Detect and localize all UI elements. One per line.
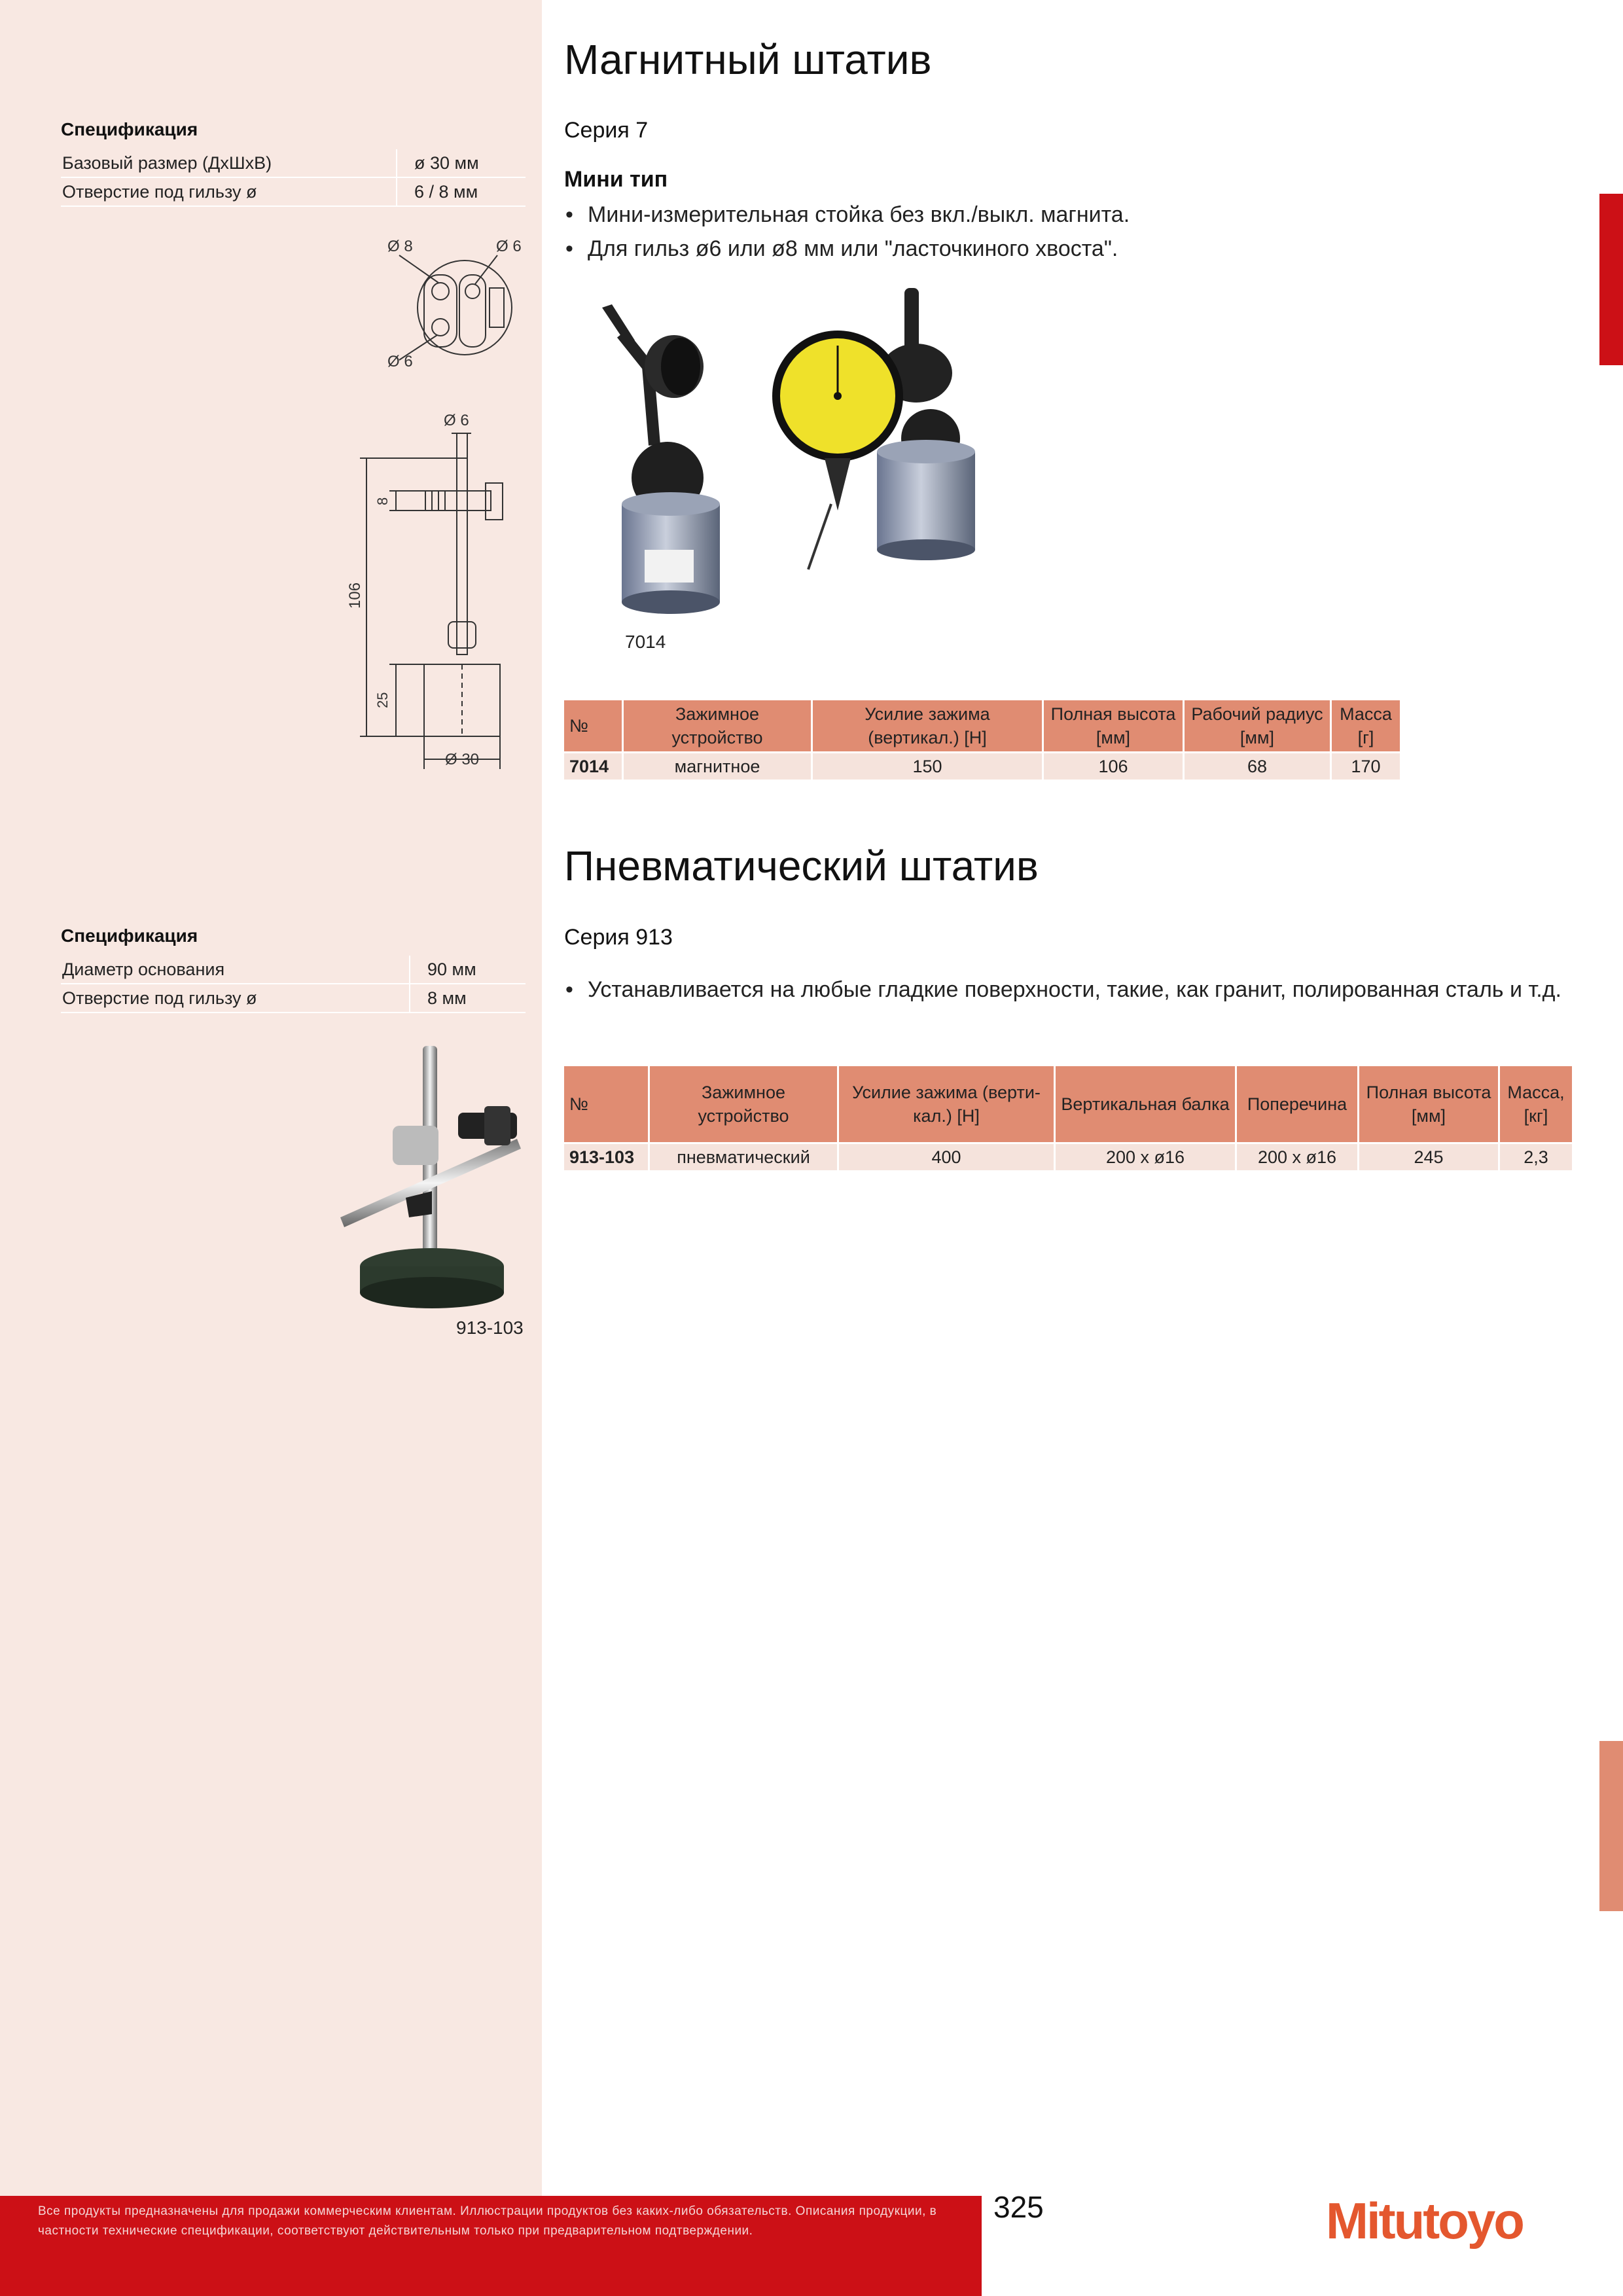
spec-row: [61, 956, 526, 984]
page-number: 325: [993, 2190, 1044, 2224]
section1-spec-table: [562, 698, 1402, 781]
drawing-label: 8: [374, 497, 391, 505]
spec-row: [61, 149, 526, 177]
table-cell: 913-103: [564, 1144, 648, 1170]
photo-caption-7014: 7014: [625, 632, 666, 652]
table-header: Зажимное устройство: [624, 700, 811, 751]
spec-value: 6 / 8 мм: [397, 177, 526, 206]
section1-bullets: [564, 198, 1130, 266]
spec1-title: Спецификация: [61, 119, 198, 139]
drawing-label: 106: [346, 582, 364, 609]
section1-title: Магнитный штатив: [564, 36, 932, 83]
table-cell: 400: [839, 1144, 1054, 1170]
section1-subtitle: Мини тип: [564, 167, 668, 192]
spec-label: Отверстие под гильзу ø: [61, 984, 410, 1013]
spec-value: 8 мм: [410, 984, 526, 1013]
product-photo-913-103: [327, 1041, 537, 1316]
drawing-label: 25: [374, 692, 391, 708]
table-header: Полная высота [мм]: [1359, 1066, 1498, 1142]
table-header: Усилие зажима (вертикал.) [Н]: [813, 700, 1042, 751]
footer-disclaimer: Все продукты предназначены для продажи коммерческим клиентам. Иллюстрации продуктов без каких-либо обязательств. Описания продукции, в частности технические спецификации, соответствуют действительным только при предварительном подтверждении.: [38, 2204, 937, 2238]
spec-label: Базовый размер (ДхШхВ): [61, 149, 397, 177]
table-header: Масса [г]: [1332, 700, 1400, 751]
table-cell: 7014: [564, 753, 622, 780]
spec-row: [61, 984, 526, 1013]
spec-value: 90 мм: [410, 956, 526, 984]
table-header: Полная высота [мм]: [1044, 700, 1183, 751]
chapter-tab-red: [1599, 194, 1623, 365]
section2-title: Пневматический штатив: [564, 842, 1039, 889]
drawing-label: Ø 6: [387, 353, 413, 370]
drawing-label: Ø 6: [444, 412, 469, 429]
photo-caption-913-103: 913-103: [456, 1318, 524, 1338]
table-header: Зажимное устройство: [650, 1066, 837, 1142]
table-cell: 170: [1332, 753, 1400, 780]
section2-series: Серия 913: [564, 925, 673, 950]
spec-value: ø 30 мм: [397, 149, 526, 177]
section1-series: Серия 7: [564, 118, 649, 143]
table-header: Вертикальная балка: [1056, 1066, 1235, 1142]
table-header: Масса, [кг]: [1500, 1066, 1572, 1142]
table-header: №: [564, 1066, 648, 1142]
spec-label: Диаметр основания: [61, 956, 410, 984]
bullet-item: • Мини-измерительная стойка без вкл./выкл. магнита.: [564, 198, 1130, 232]
product-photo-7014: [576, 288, 753, 615]
spec-row: [61, 177, 526, 206]
bullet-item: • Для гильз ø6 или ø8 мм или "ласточкиного хвоста".: [564, 232, 1130, 266]
table-header: Поперечина: [1237, 1066, 1357, 1142]
side-view-drawing: [340, 406, 537, 785]
drawing-label: Ø 30: [445, 751, 480, 768]
table-cell: 200 x ø16: [1056, 1144, 1235, 1170]
top-view-drawing: [373, 229, 530, 380]
product-photo-indicator: [759, 281, 975, 589]
drawing-label: Ø 6: [496, 238, 522, 255]
table-header: Усилие зажима (верти-кал.) [Н]: [839, 1066, 1054, 1142]
table-header-row: [564, 1066, 1572, 1142]
section2-spec-table: [562, 1064, 1574, 1172]
table-cell: 150: [813, 753, 1042, 780]
table-cell: 68: [1185, 753, 1330, 780]
bullet-item: • Устанавливается на любые гладкие поверхности, такие, как гранит, полированная сталь и т.д.: [564, 973, 1561, 1007]
spec2-table: [61, 956, 526, 1013]
spec-label: Отверстие под гильзу ø: [61, 177, 397, 206]
spec2-title: Спецификация: [61, 925, 198, 946]
table-header-row: [564, 700, 1400, 751]
spec1-table: [61, 149, 526, 207]
section2-bullets: [564, 973, 1561, 1007]
table-row: [564, 753, 1400, 780]
mitutoyo-logo: Mitutoyo: [1326, 2192, 1523, 2250]
table-row: [564, 1144, 1572, 1170]
chapter-tab-salmon: [1599, 1741, 1623, 1911]
table-header: №: [564, 700, 622, 751]
table-cell: 106: [1044, 753, 1183, 780]
table-header: Рабочий радиус [мм]: [1185, 700, 1330, 751]
table-cell: 200 x ø16: [1237, 1144, 1357, 1170]
table-cell: 245: [1359, 1144, 1498, 1170]
drawing-label: Ø 8: [387, 238, 413, 255]
table-cell: 2,3: [1500, 1144, 1572, 1170]
table-cell: пневматический: [650, 1144, 837, 1170]
table-cell: магнитное: [624, 753, 811, 780]
